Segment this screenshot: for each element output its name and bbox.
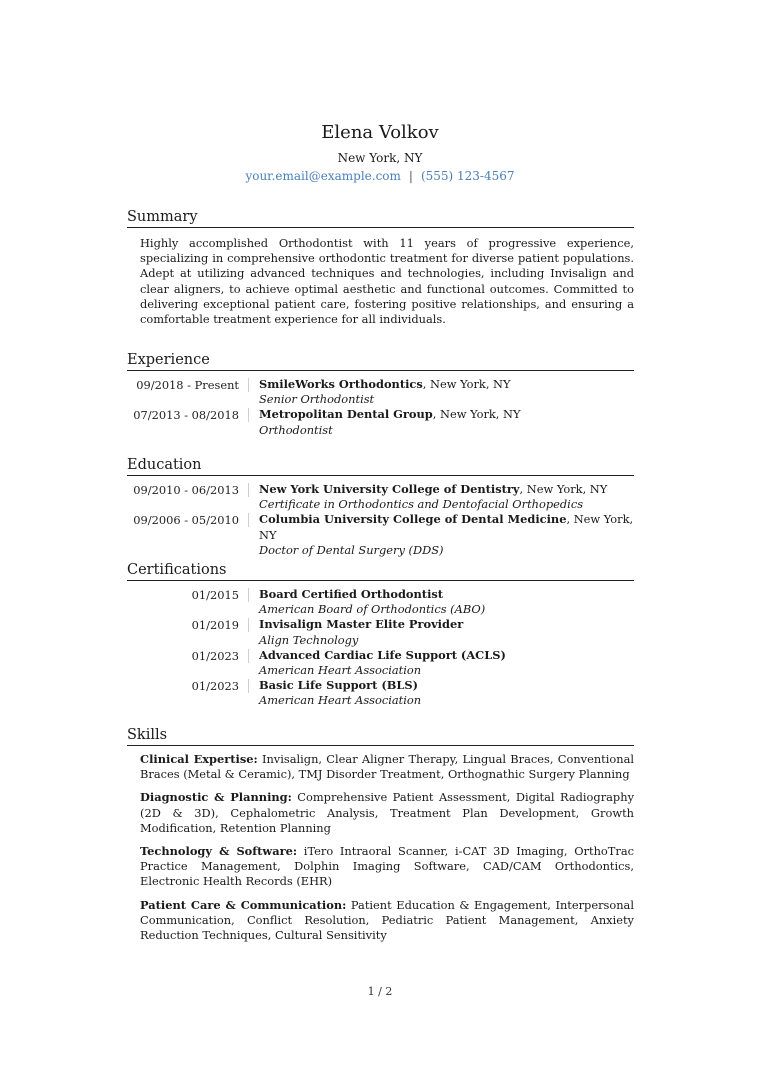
entry-location: , New York, NY bbox=[259, 512, 634, 542]
experience-entry bbox=[127, 407, 634, 437]
entry-role: Doctor of Dental Surgery (DDS) bbox=[259, 542, 444, 557]
entry-org: Invisalign Master Elite Provider bbox=[259, 617, 464, 632]
education-entry bbox=[127, 482, 634, 512]
skill-category: Patient Care & Communication: bbox=[140, 897, 347, 912]
phone-link[interactable]: (555) 123-4567 bbox=[420, 169, 515, 183]
entry-date: 09/2010 - 06/2013 bbox=[127, 483, 249, 497]
skills-section bbox=[127, 726, 634, 951]
entry-issuer: American Heart Association bbox=[259, 693, 422, 708]
education-entry bbox=[127, 512, 634, 558]
skill-list: Invisalign, Clear Aligner Therapy, Lingual Braces, Conventional Braces (Metal & Ceramic), TMJ Disorder Treatment, Orthognathic Surgery Planning bbox=[140, 752, 635, 782]
entry-org: SmileWorks Orthodontics bbox=[259, 377, 423, 391]
entry-org: Basic Life Support (BLS) bbox=[259, 678, 419, 693]
entry-date: 09/2006 - 05/2010 bbox=[127, 513, 249, 527]
skill-list: Comprehensive Patient Assessment, Digital Radiography (2D & 3D), Cephalometric Analysis, Treatment Plan Development, Growth Modification, Retention Planning bbox=[140, 790, 634, 835]
skill-list: iTero Intraoral Scanner, i-CAT 3D Imaging, OrthoTrac Practice Management, Dolphin Imaging Software, CAD/CAM Orthodontics, Electronic Health Records (EHR) bbox=[140, 844, 634, 889]
entry-org: Board Certified Orthodontist bbox=[259, 587, 444, 601]
entry-date: 01/2019 bbox=[127, 618, 249, 632]
skill-item bbox=[140, 898, 634, 944]
entry-role: Senior Orthodontist bbox=[259, 392, 375, 407]
contact-separator: | bbox=[408, 169, 413, 183]
entry-issuer: Align Technology bbox=[259, 632, 359, 647]
certification-entry bbox=[127, 587, 634, 617]
experience-title: Experience bbox=[127, 351, 634, 371]
skill-category: Technology & Software: bbox=[140, 844, 298, 859]
entry-date: 01/2015 bbox=[127, 588, 249, 602]
entry-org: Columbia University College of Dental Medicine bbox=[259, 512, 567, 527]
contact-line bbox=[0, 168, 760, 184]
entry-location: , New York, NY bbox=[519, 482, 608, 496]
certification-entry bbox=[127, 648, 634, 678]
certifications-section bbox=[127, 561, 634, 709]
entry-location: , New York, NY bbox=[432, 407, 521, 422]
page-number: 1 / 2 bbox=[367, 985, 393, 998]
certification-entry bbox=[127, 678, 634, 708]
entry-date: 07/2013 - 08/2018 bbox=[127, 408, 249, 422]
entry-org: New York University College of Dentistry bbox=[259, 482, 520, 496]
skills-title: Skills bbox=[127, 726, 634, 746]
skill-item bbox=[140, 752, 634, 782]
entry-org: Advanced Cardiac Life Support (ACLS) bbox=[259, 647, 506, 662]
summary-section bbox=[127, 208, 634, 327]
experience-entry bbox=[127, 377, 634, 407]
education-title: Education bbox=[127, 456, 634, 476]
skill-list: Patient Education & Engagement, Interpersonal Communication, Conflict Resolution, Pediatric Patient Management, Anxiety Reduction Techniques, Cultural Sensitivity bbox=[140, 897, 634, 943]
entry-role: Certificate in Orthodontics and Dentofacial Orthopedics bbox=[259, 497, 584, 512]
entry-date: 01/2023 bbox=[127, 679, 249, 693]
certification-entry bbox=[127, 617, 634, 647]
skill-item bbox=[140, 790, 634, 836]
summary-title: Summary bbox=[127, 208, 634, 228]
entry-issuer: American Board of Orthodontics (ABO) bbox=[259, 602, 486, 617]
certifications-title: Certifications bbox=[127, 561, 634, 581]
email-link[interactable]: your.email@example.com bbox=[245, 169, 401, 183]
summary-text: Highly accomplished Orthodontist with 11 years of progressive experience, specializing in comprehensive orthodontic treatment for diverse patient populations. Adept at utilizing advanced techniques and technologies, including Invisalign and clear aligners, to achieve optimal aesthetic and functional outcomes. Committed to delivering exceptional patient care, fostering positive relationships, and ensuring a comfortable treatment experience for all individuals. bbox=[140, 236, 634, 327]
entry-date: 09/2018 - Present bbox=[127, 378, 249, 392]
entry-date: 01/2023 bbox=[127, 649, 249, 663]
candidate-location: New York, NY bbox=[337, 151, 423, 165]
skill-category: Clinical Expertise: bbox=[140, 752, 258, 766]
skill-item bbox=[140, 844, 634, 890]
resume-header bbox=[0, 122, 760, 184]
entry-org: Metropolitan Dental Group bbox=[259, 407, 433, 422]
entry-issuer: American Heart Association bbox=[259, 663, 422, 678]
entry-role: Orthodontist bbox=[259, 422, 333, 437]
experience-section bbox=[127, 351, 634, 438]
entry-location: , New York, NY bbox=[422, 377, 511, 391]
candidate-name: Elena Volkov bbox=[321, 122, 439, 143]
education-section bbox=[127, 456, 634, 558]
skill-category: Diagnostic & Planning: bbox=[140, 790, 292, 805]
